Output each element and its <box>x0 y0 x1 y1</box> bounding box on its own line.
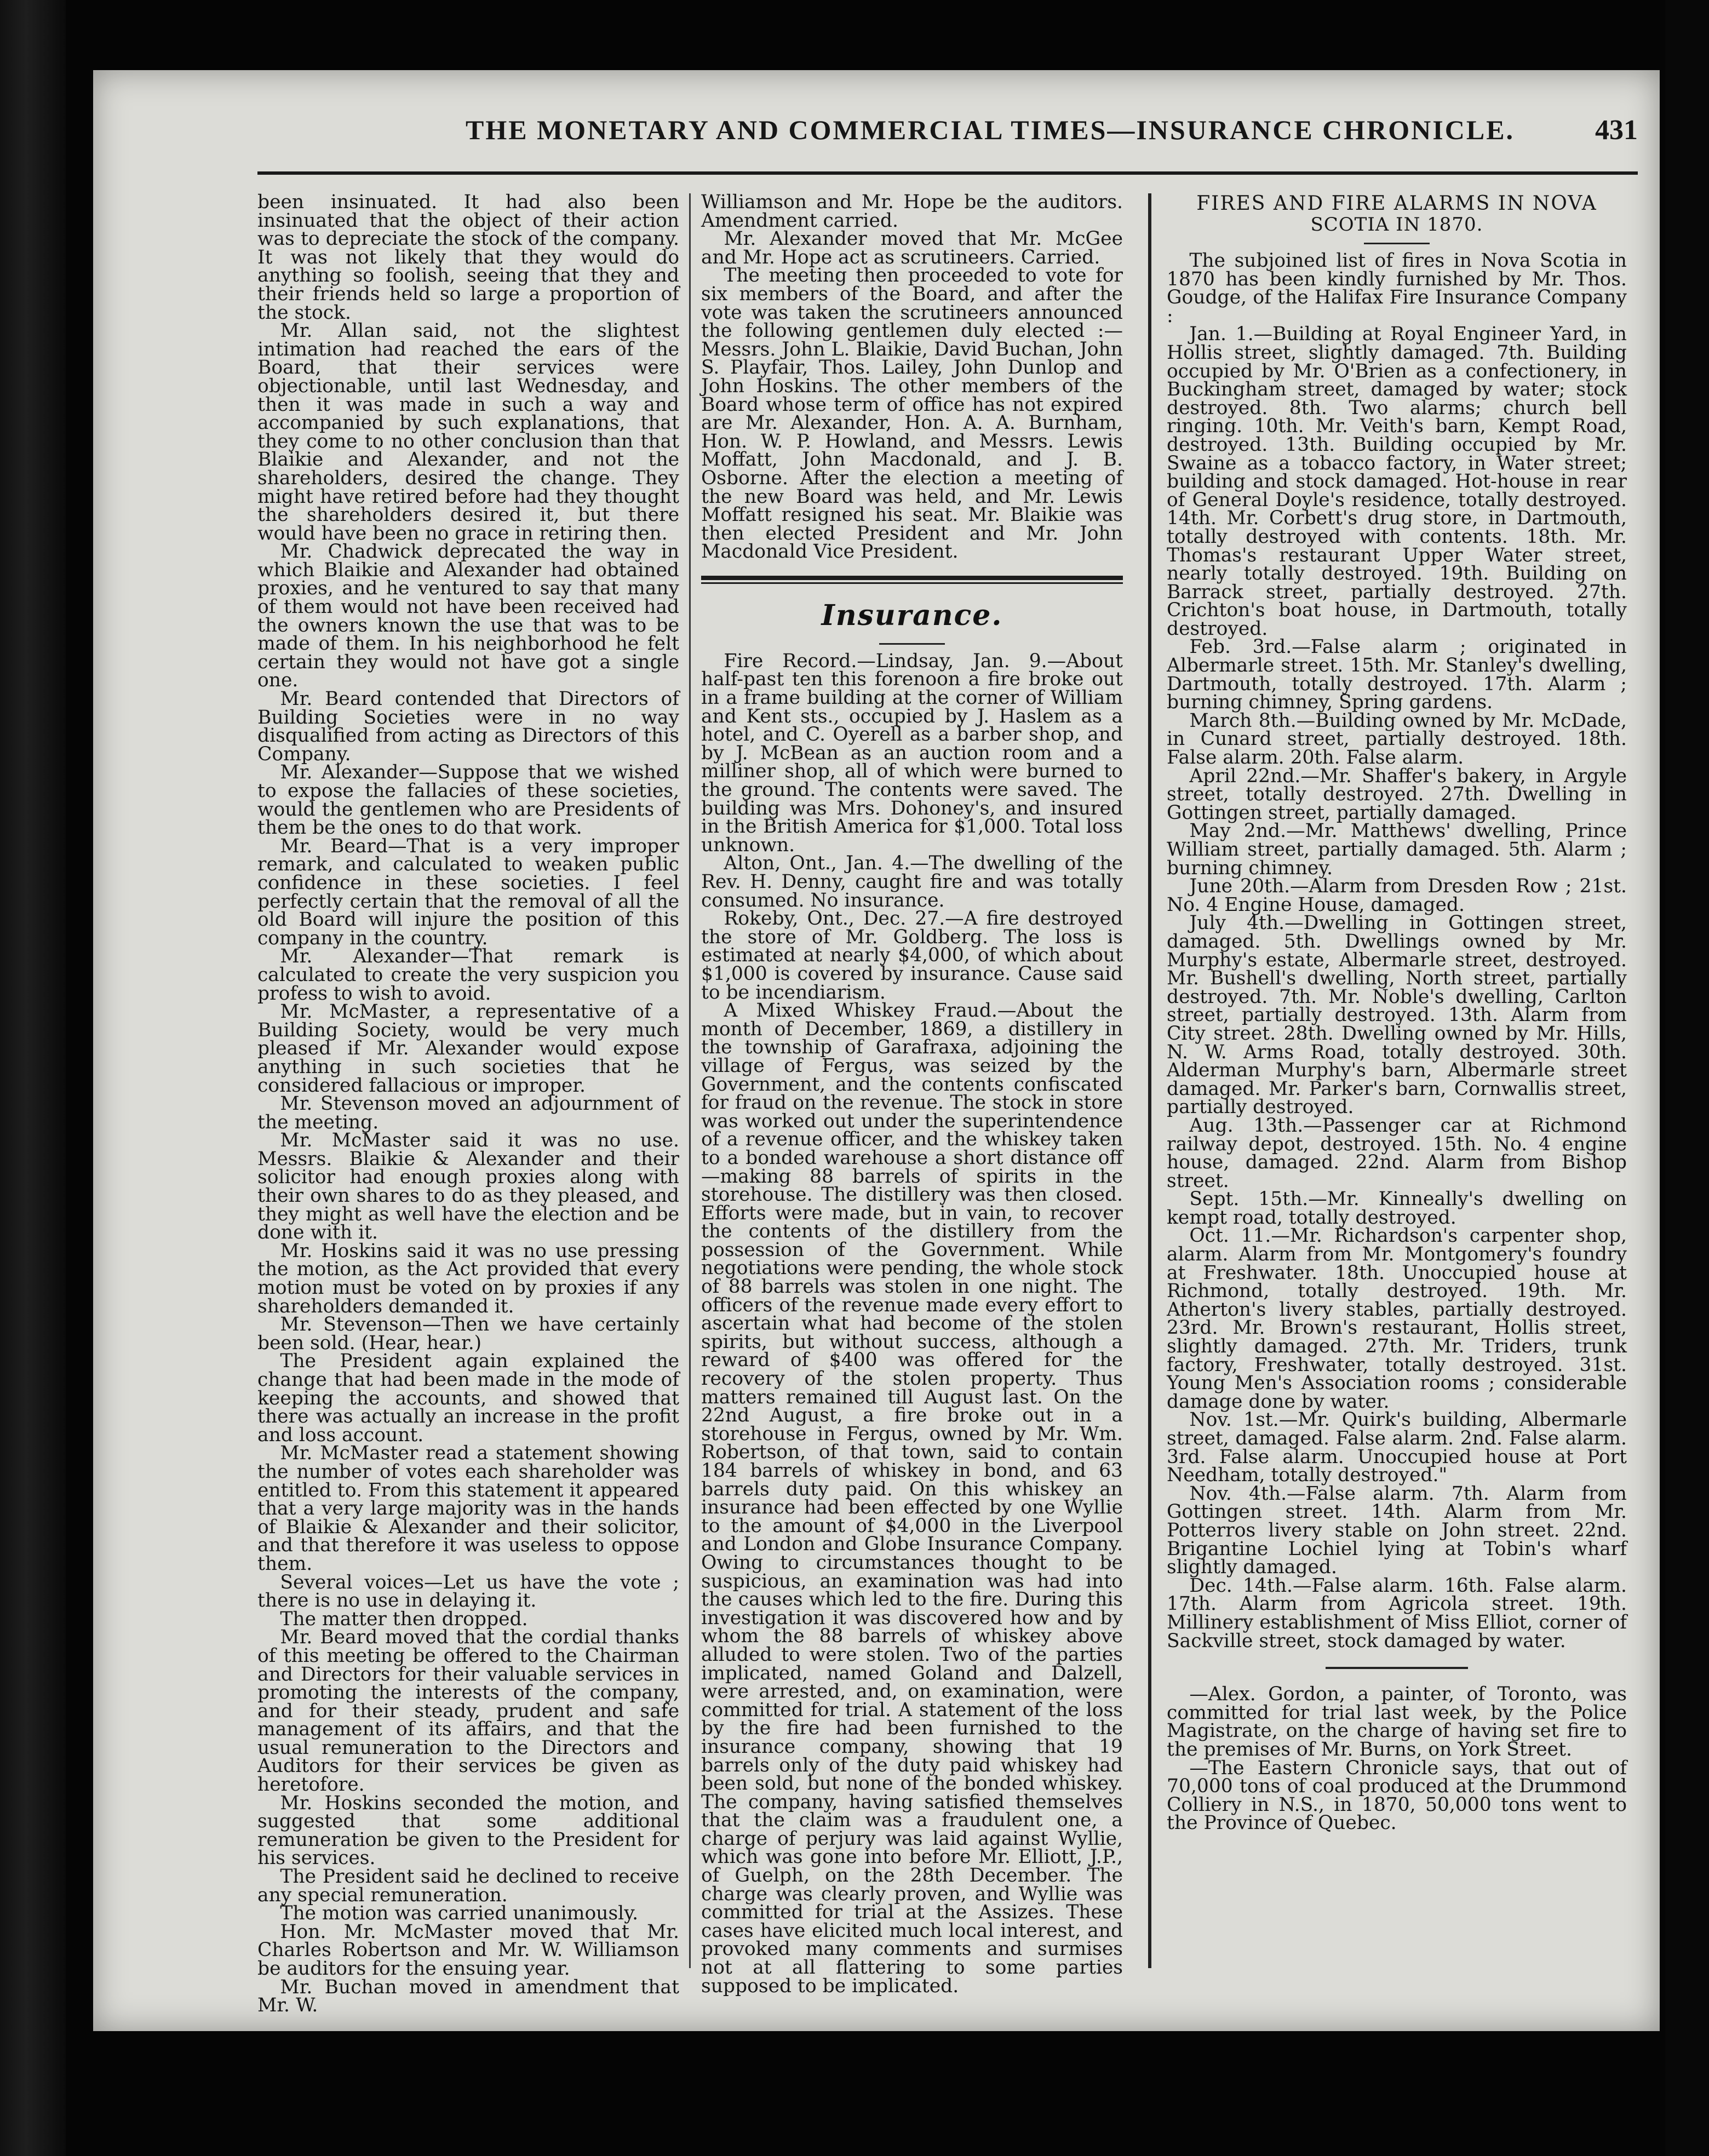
paragraph: Mr. McMaster said it was no use. Messrs. Blaikie & Alexander and their solicitor had enough proxies along with their own shares to do as they pleased, and they might as well have the election and be done with it. <box>257 1129 679 1244</box>
paragraph: The matter then dropped. <box>280 1608 528 1630</box>
section-heading-insurance: Insurance. <box>821 598 1003 632</box>
fire-entry-apr: April 22nd.—Mr. Shaffer's bakery, in Argyle street, totally destroyed. 27th. Dwelling in Gottingen street, partially damaged. <box>1167 765 1627 824</box>
paragraph: Mr. Hoskins said it was no use pressing the motion, as the Act provided that every motion must be voted on by proxies if any shareholders demanded it. <box>257 1240 679 1317</box>
article-rokeby: Rokeby, Ont., Dec. 27.—A fire destroyed the store of Mr. Goldberg. The loss is estimated at nearly $4,000, of which about $1,000 is covered by insurance. Cause said to be incendiarism. <box>701 908 1123 1004</box>
divider <box>879 643 945 645</box>
fire-entry-oct: Oct. 11.—Mr. Richardson's carpenter shop, alarm. Alarm from Mr. Montgomery's foundry at Freshwater. 18th. Unoccupied house at Richmond, totally destroyed. 19th. Mr. Atherton's livery stables, partially destroyed. 23rd. Mr. Brown's restaurant, Hollis street, slightly damaged. 27th. Mr. Triders, trunk factory, Freshwater, totally destroyed. 31st. Young Men's Association rooms ; considerable damage done by water. <box>1167 1225 1627 1413</box>
section-rule <box>701 582 1123 584</box>
section-rule <box>701 576 1123 580</box>
column-divider <box>1148 193 1151 1968</box>
fire-entry-feb: Feb. 3rd.—False alarm ; originated in Albermarle street. 15th. Mr. Stanley's dwelling, Dartmouth, totally destroyed. 17th. Alarm ; burning chimney, Spring gardens. <box>1167 636 1627 714</box>
article-whiskey-fraud: A Mixed Whiskey Fraud.—About the month of December, 1869, a distillery in the township of Garafraxa, adjoining the village of Fergus, was seized by the Government, and the contents confiscated for fraud on the revenue. The stock in store was worked out under the superintendence of a revenue officer, and the whiskey taken to a bonded warehouse a short distance off—making 88 barrels of spirits in the storehouse. The distillery was then closed. Efforts were made, but in vain, to recover the contents of the distillery from the possession of the Government. While negotiations were pending, the whole stock of 88 barrels was stolen in one night. The officers of the revenue made every effort to ascertain what had become of the stolen spirits, but without success, although a reward of $400 was offered for the recovery of the stolen property. Thus matters remained till August last. On the 22nd August, a fire broke out in a storehouse in Fergus, owned by Mr. Wm. Robertson, of that town, said to contain 184 barrels of whiskey in bond, and 63 barrels duty paid. On this whiskey an insurance had been effected by one Wyllie to the amount of $4,000 in the Liverpool and London and Globe Insurance Company. Owing to circumstances thought to be suspicious, an examination was had into the causes which led to the fire. During this investigation it was discovered how and by whom the 88 barrels of whiskey above alluded to were stolen. Two of the parties implicated, named Goland and Dalzell, were arrested, and, on examination, were committed for trial. A statement of the loss by the fire had been furnished to the insurance company, showing that 19 barrels only of the duty paid whiskey had been sold, but none of the bonded whiskey. The company, having satisfied themselves that the claim was a fraudulent one, a charge of perjury was laid against Wyllie, which was gone into before Mr. Elliott, J.P., of Guelph, on the 28th December. The charge was clearly proven, and Wyllie was committed for trial at the Assizes. These cases have elicited much local interest, and provoked many comments and surmises not at all flattering to some parties supposed to be implicated. <box>701 1000 1123 1997</box>
fire-entry-jun: June 20th.—Alarm from Dresden Row ; 21st. No. 4 Engine House, damaged. <box>1167 875 1627 916</box>
header-rule <box>257 171 1638 175</box>
column-right <box>1167 193 1627 1979</box>
paragraph: The motion was carried unanimously. <box>280 1902 639 1925</box>
article-alton: Alton, Ont., Jan. 4.—The dwelling of the Rev. H. Denny, caught fire and was totally consumed. No insurance. <box>701 852 1123 911</box>
paragraph: The meeting then proceeded to vote for six members of the Board, and after the vote was taken the scrutineers announced the following gentlemen duly elected :—Messrs. John L. Blaikie, David Buchan, John S. Playfair, Thos. Lailey, John Dunlop and John Hoskins. The other members of the Board whose term of office has not expired are Mr. Alexander, Hon. A. A. Burnham, Hon. W. P. Howland, and Messrs. Lewis Moffatt, John Macdonald, and J. B. Osborne. After the election a meeting of the new Board was held, and Mr. Lewis Moffatt resigned his seat. Mr. Blaikie was then elected President and Mr. John Macdonald Vice President. <box>701 265 1123 563</box>
fire-entry-nov-2: Nov. 4th.—False alarm. 7th. Alarm from Gottingen street. 14th. Alarm from Mr. Potterros livery stable on John street. 22nd. Brigantine Lochiel lying at Tobin's wharf slightly damaged. <box>1167 1482 1627 1579</box>
paragraph: Mr. Buchan moved in amendment that Mr. W. <box>257 1976 679 2017</box>
paragraph: The President said he declined to receive any special remuneration. <box>257 1866 679 1906</box>
paragraph: Mr. Hoskins seconded the motion, and suggested that some additional remuneration be given to the President for his services. <box>257 1792 679 1870</box>
book-binding-edge <box>0 0 66 2156</box>
fire-entry-jan: Jan. 1.—Building at Royal Engineer Yard, in Hollis street, slightly damaged. 7th. Building occupied by Mr. O'Brien as a confectionery, in Buckingham street, damaged by water; stock destroyed. 8th. Two alarms; church bell ringing. 10th. Mr. Veith's barn, Kempt Road, destroyed. 13th. Building occupied by Mr. Swaine as a tobacco factory, in Water street; building and stock damaged. Hot-house in rear of General Doyle's residence, totally destroyed. 14th. Mr. Corbett's drug store, in Dartmouth, totally destroyed with contents. 18th. Mr. Thomas's restaurant Upper Water street, nearly totally destroyed. 19th. Building on Barrack street, partially destroyed. 27th. Crichton's boat house, in Dartmouth, totally destroyed. <box>1167 323 1627 640</box>
paragraph: Mr. Alexander—That remark is calculated to create the very suspicion you profess to wish to avoid. <box>257 945 679 1005</box>
paragraph: Mr. Alexander—Suppose that we wished to expose the fallacies of these societies, would the gentlemen who are Presidents of them be the ones to do that work. <box>257 761 679 839</box>
divider <box>1326 1667 1468 1669</box>
paragraph: Mr. McMaster read a statement showing the number of votes each shareholder was entitled to. From this statement it appeared that a very large majority was in the hands of Blaikie & Alexander and their solicitor, and that therefore it was useless to oppose them. <box>257 1442 679 1575</box>
newspaper-page <box>93 70 1660 2031</box>
paragraph: Mr. Beard—That is a very improper remark, and calculated to weaken public confidence in these societies. I feel perfectly certain that the removal of all the old Board will injure the position of this company in the country. <box>257 835 679 949</box>
paragraph: Mr. Stevenson—Then we have certainly been sold. (Hear, hear.) <box>257 1314 679 1354</box>
page-header <box>93 114 1660 174</box>
paragraph: Mr. Stevenson moved an adjournment of the meeting. <box>257 1093 679 1133</box>
paragraph: The subjoined list of fires in Nova Scotia in 1870 has been kindly furnished by Mr. Thos. Goudge, of the Halifax Fire Insurance Company : <box>1167 250 1627 327</box>
paragraph: The President again explained the change that had been made in the mode of keeping the accounts, and showed that there was actually an increase in the profit and loss account. <box>257 1350 679 1446</box>
paragraph: Williamson and Mr. Hope be the auditors. Amendment carried. <box>701 191 1123 232</box>
article-title: FIRES AND FIRE ALARMS IN NOVA <box>1196 192 1597 215</box>
masthead-title: THE MONETARY AND COMMERCIAL TIMES—INSURANCE CHRONICLE. <box>466 114 1515 145</box>
divider <box>1364 243 1430 244</box>
fire-entry-jul: July 4th.—Dwelling in Gottingen street, damaged. 5th. Dwellings owned by Mr. Murphy's estate, Albermarle street, destroyed. Mr. Bushell's dwelling, North street, partially destroyed. 7th. Mr. Noble's dwelling, Carlton street, partially destroyed. 13th. Alarm from City street. 28th. Dwelling owned by Mr. Hills, N. W. Arms Road, totally destroyed. 30th. Alderman Murphy's barn, Albermarle street damaged. Mr. Parker's barn, Cornwallis street, partially destroyed. <box>1167 912 1627 1119</box>
column-left <box>257 191 679 2017</box>
article-fire-record: Fire Record.—Lindsay, Jan. 9.—About half-past ten this forenoon a fire broke out in a frame building at the corner of William and Kent sts., occupied by J. Haslem as a hotel, and C. Oyerell as a barber shop, and by J. McBean as an auction room and a milliner shop, all of which were burned to the ground. The contents were saved. The building was Mrs. Dohoney's, and insured in the British America for $1,000. Total loss unknown. <box>701 650 1123 856</box>
scan-right-edge <box>1665 0 1709 2156</box>
paragraph: been insinuated. It had also been insinuated that the object of their action was to depreciate the stock of the company. It was not likely that they would do anything so foolish, seeing that they and their friends held so large a proportion of the stock. <box>257 191 679 324</box>
column-divider <box>689 193 691 1968</box>
paragraph: Mr. McMaster, a representative of a Building Society, would be very much pleased if Mr. Alexander would expose anything in such societies that he considered fallacious or improper. <box>257 1001 679 1097</box>
paragraph: Mr. Alexander moved that Mr. McGee and Mr. Hope act as scrutineers. Carried. <box>701 228 1123 268</box>
fire-entry-mar: March 8th.—Building owned by Mr. McDade, in Cunard street, partially destroyed. 18th. False alarm. 20th. False alarm. <box>1167 709 1627 769</box>
fire-entry-aug: Aug. 13th.—Passenger car at Richmond railway depot, destroyed. 15th. No. 4 engine house, damaged. 22nd. Alarm from Bishop street. <box>1167 1114 1627 1192</box>
paragraph: Mr. Beard contended that Directors of Building Societies were in no way disqualified from acting as Directors of this Company. <box>257 688 679 765</box>
news-note: —The Eastern Chronicle says, that out of 70,000 tons of coal produced at the Drummond Colliery in N.S., in 1870, 50,000 tons went to the Province of Quebec. <box>1167 1757 1627 1834</box>
paragraph: Several voices—Let us have the vote ; there is no use in delaying it. <box>257 1571 679 1612</box>
article-subtitle: SCOTIA IN 1870. <box>1310 214 1483 236</box>
column-middle <box>701 191 1123 1997</box>
page-number: 431 <box>1595 114 1638 146</box>
paragraph: Hon. Mr. McMaster moved that Mr. Charles Robertson and Mr. W. Williamson be auditors for the ensuing year. <box>257 1920 679 1980</box>
fire-entry-dec: Dec. 14th.—False alarm. 16th. False alarm. 17th. Alarm from Agricola street. 19th. Millinery establishment of Miss Elliot, corner of Sackville street, stock damaged by water. <box>1167 1574 1627 1652</box>
fire-entry-sep: Sept. 15th.—Mr. Kinneally's dwelling on kempt road, totally destroyed. <box>1167 1188 1627 1229</box>
news-note: —Alex. Gordon, a painter, of Toronto, was committed for trial last week, by the Police Magistrate, on the charge of having set fire to the premises of Mr. Burns, on York Street. <box>1167 1683 1627 1761</box>
paragraph: Mr. Beard moved that the cordial thanks of this meeting be offered to the Chairman and Directors for their valuable services in promoting the interests of the company, and for their steady, prudent and safe management of its affairs, and that the usual remuneration to the Directors and Auditors for their services be given as heretofore. <box>257 1626 679 1796</box>
fire-entry-nov-1: Nov. 1st.—Mr. Quirk's building, Albermarle street, damaged. False alarm. 2nd. False alarm. 3rd. False alarm. Unoccupied house at Port Needham, totally destroyed." <box>1167 1409 1627 1487</box>
paragraph: Mr. Allan said, not the slightest intimation had reached the ears of the Board, that their services were objectionable, until last Wednesday, and then it was made in such a way and accompanied by such explanations, that they come to no other conclusion than that Blaikie and Alexander, and not the shareholders, desired the change. They might have retired before had they thought the shareholders desired it, but there would have been no grace in retiring then. <box>257 320 679 544</box>
paragraph: Mr. Chadwick deprecated the way in which Blaikie and Alexander had obtained proxies, and he ventured to say that many of them would not have been received had the owners known the use that was to be made of them. In his neighborhood he felt certain they would not have got a single one. <box>257 541 679 692</box>
fire-entry-may: May 2nd.—Mr. Matthews' dwelling, Prince William street, partially damaged. 5th. Alarm ; burning chimney. <box>1167 820 1627 879</box>
